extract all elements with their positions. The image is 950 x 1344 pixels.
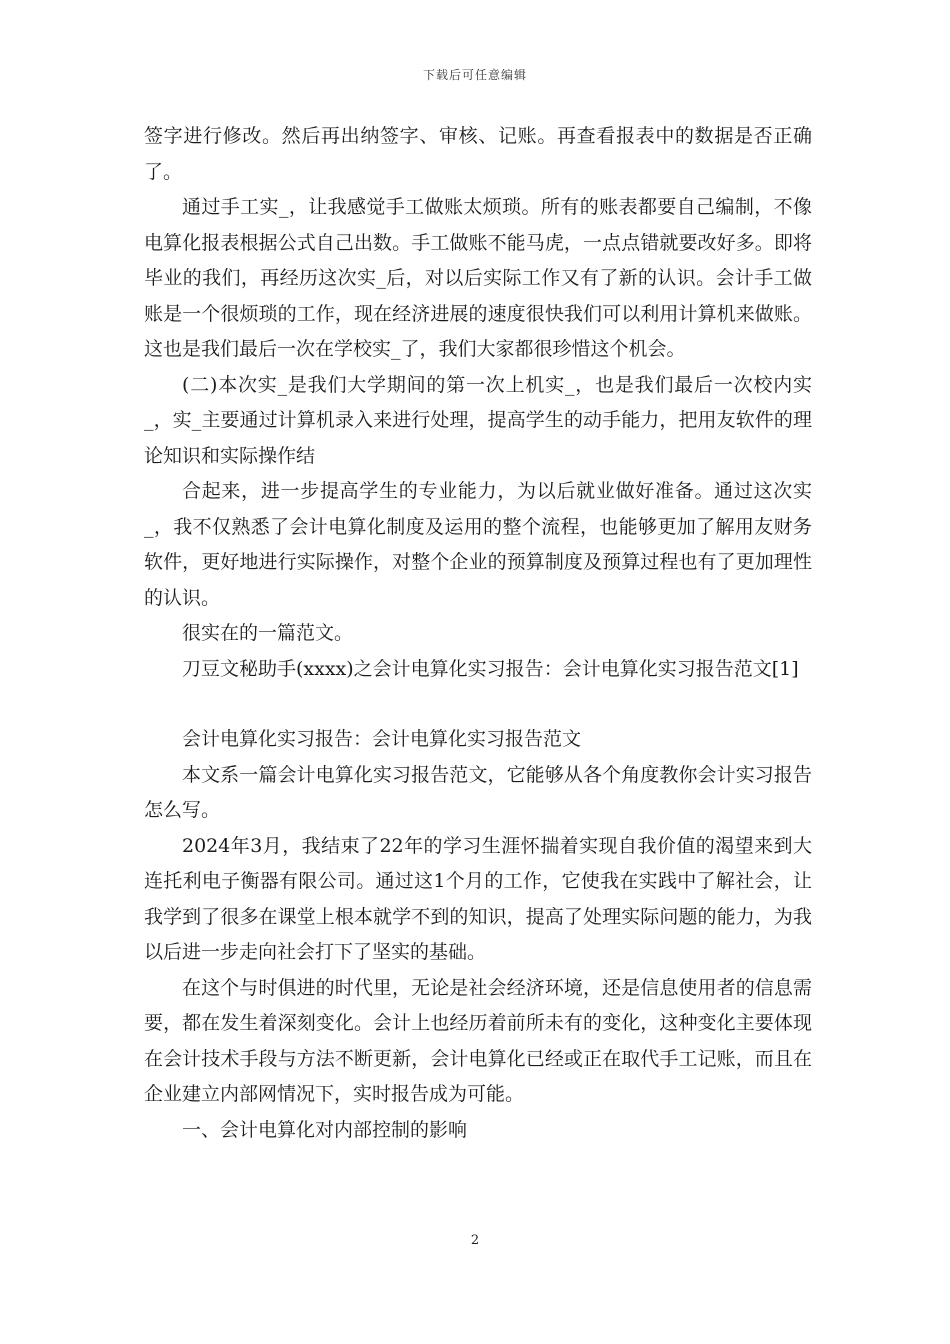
paragraph-era-changes: 在这个与时俱进的时代里，无论是社会经济环境，还是信息使用者的信息需要，都在发生着深刻变化。会计上也经历着前所未有的变化，这种变化主要体现在会计技术手段与方法不断更新，会计电算化已经或正在取代手工记账，而且在企业建立内部网情况下，实时报告成为可能。 xyxy=(144,976,812,1105)
page-number: 2 xyxy=(470,1233,480,1248)
section-heading: 会计电算化实习报告：会计电算化实习报告范文 xyxy=(182,728,582,750)
paragraph-comment: 很实在的一篇范文。 xyxy=(182,622,354,644)
paragraph-source-title: 刀豆文秘助手(xxxx)之会计电算化实习报告：会计电算化实习报告范文[1] xyxy=(182,657,799,680)
page-header: 下载后可任意编辑 xyxy=(422,68,527,82)
subsection-heading: 一、会计电算化对内部控制的影响 xyxy=(182,1118,468,1141)
document-body xyxy=(144,119,812,1148)
paragraph-manual-practice: 通过手工实_，让我感觉手工做账太烦琐。所有的账表都要自己编制，不像电算化报表根据公式自己出数。手工做账不能马虎，一点点错就要改好多。即将毕业的我们，再经历这次实_后，对以后实际工作又有了新的认识。会计手工做账是一个很烦琐的工作，现在经济进展的速度很快我们可以利用计算机来做账。这也是我们最后一次在学校实_了，我们大家都很珍惜这个机会。 xyxy=(144,196,812,360)
paragraph-combined-skills: 合起来，进一步提高学生的专业能力，为以后就业做好准备。通过这次实_，我不仅熟悉了会计电算化制度及运用的整个流程，也能够更加了解用友财务软件，更好地进行实际操作，对整个企业的预算制度及预算过程也有了更加理性的认识。 xyxy=(144,480,812,609)
paragraph-section-two: (二)本次实_是我们大学期间的第一次上机实_，也是我们最后一次校内实_，实_主要通过计算机录入来进行处理，提高学生的动手能力，把用友软件的理论知识和实际操作结 xyxy=(144,373,812,467)
paragraph-intro: 本文系一篇会计电算化实习报告范文，它能够从各个角度教你会计实习报告怎么写。 xyxy=(144,763,812,821)
paragraph-internship: 2024年3月，我结束了22年的学习生涯怀揣着实现自我价值的渴望来到大连托利电子衡器有限公司。通过这1个月的工作，它使我在实践中了解社会，让我学到了很多在课堂上根本就学不到的知识，提高了处理实际问题的能力，为我以后进一步走向社会打下了坚实的基础。 xyxy=(144,834,812,963)
paragraph-continuation: 签字进行修改。然后再出纳签字、审核、记账。再查看报表中的数据是否正确了。 xyxy=(144,125,812,183)
